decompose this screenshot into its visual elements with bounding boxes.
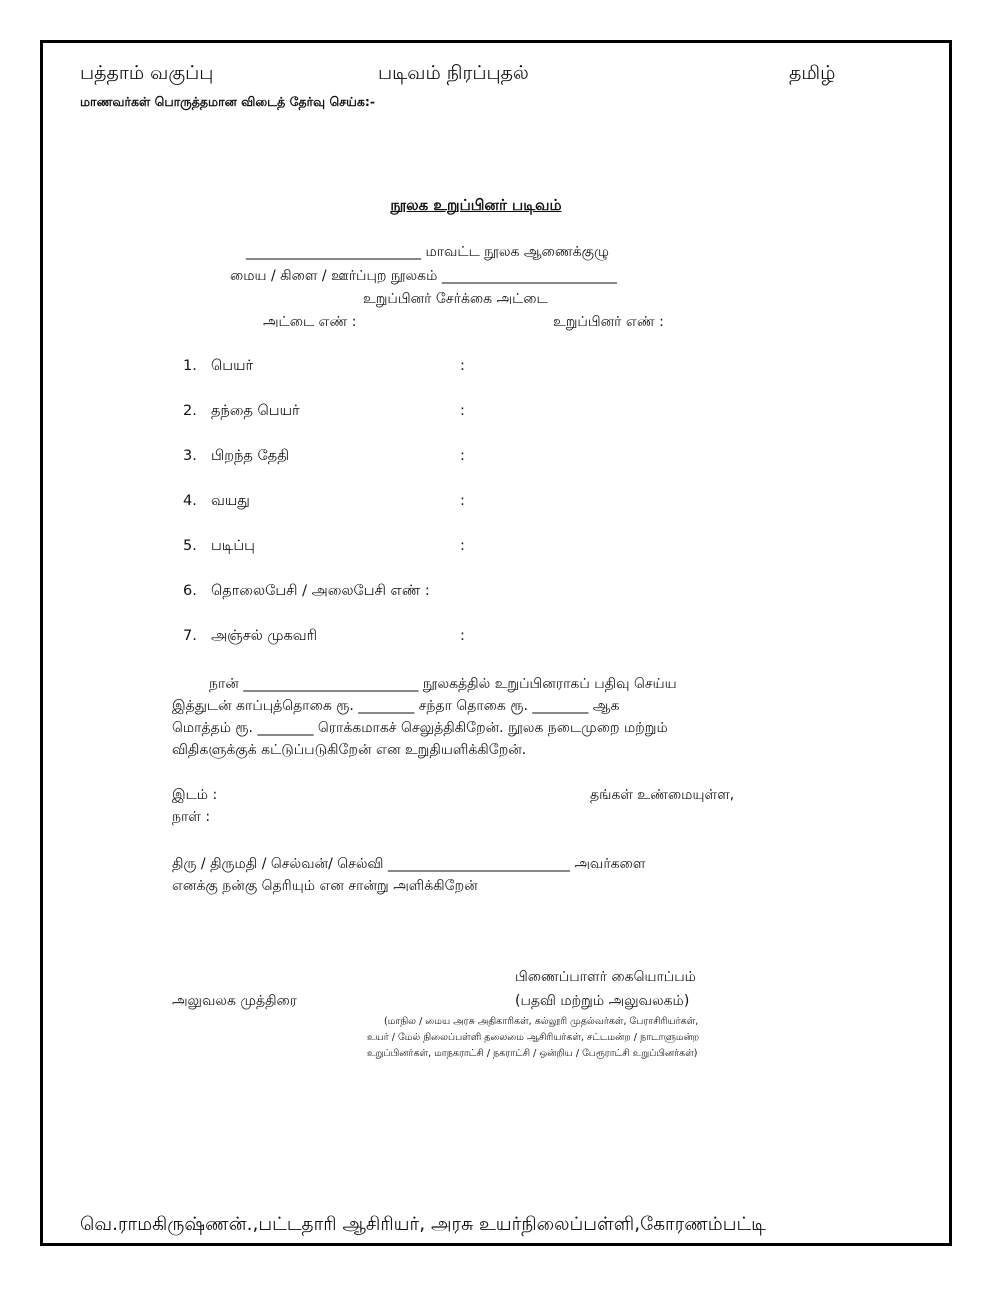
field-number: 7. [183,628,197,644]
declaration-line: மொத்தம் ரூ. ________ ரொக்கமாகச் செலுத்திகிறேன். நூலக நடைமுறை மற்றும் [172,720,668,736]
field-colon: : [460,628,465,644]
library-line: மைய / கிளை / ஊர்ப்புற நூலகம் _________________________ [230,268,617,284]
eligible-note-line: உயர் / மேல் நிலைப்பள்ளி தலைமை ஆசிரியர்கள், சட்டமன்ற / நாடாளுமன்ற [367,1032,700,1043]
field-colon: : [460,448,465,464]
field-number: 5. [183,538,197,554]
field-education [183,538,255,556]
field-label: பிறந்த தேதி [211,448,290,464]
author-footer: வெ.ராமகிருஷ்ணன்.,பட்டதாரி ஆசிரியர், அரசு உயர்நிலைப்பள்ளி,கோரணம்பட்டி [80,1214,766,1235]
field-birth-date [183,448,289,466]
worksheet-border [40,40,952,1246]
office-seal-label: அலுவலக முத்திரை [172,993,298,1009]
field-colon: : [460,403,465,419]
field-number: 4. [183,493,197,509]
field-label: படிப்பு [211,538,255,554]
declaration-line: நான் _________________________ நூலகத்தில் உறுப்பினராகப் பதிவு செய்ய [209,676,677,692]
field-label: அஞ்சல் முகவரி [211,628,318,644]
member-number-label: உறுப்பினர் எண் : [553,314,664,330]
district-line: _________________________ மாவட்ட நூலக ஆணைக்குழு [246,244,609,260]
instruction-text: மாணவர்கள் பொருத்தமான விடைத் தேர்வு செய்க:- [80,94,376,109]
attestation-line: எனக்கு நன்கு தெரியும் என சான்று அளிக்கிறேன் [172,878,478,894]
field-label: வயது [211,493,250,509]
field-colon: : [460,493,465,509]
field-number: 3. [183,448,197,464]
field-label: தொலைபேசி / அலைபேசி எண் : [211,583,430,599]
field-phone [183,583,430,601]
field-number: 1. [183,358,197,374]
worksheet-type: படிவம் நிரப்புதல் [378,62,529,84]
place-label: இடம் : [172,787,218,803]
field-father-name [183,403,300,421]
eligible-note-line: உறுப்பினர்கள், மாநகராட்சி / நகராட்சி / ஒன்றிய / பேரூராட்சி உறுப்பினர்கள்) [367,1048,698,1059]
field-number: 6. [183,583,197,599]
field-age [183,493,250,511]
field-colon: : [460,358,465,374]
field-name [183,358,253,376]
yours-faithfully: தங்கள் உண்மையுள்ள, [590,787,735,803]
date-label: நாள் : [172,809,211,825]
card-number-label: அட்டை எண் : [263,314,357,330]
class-label: பத்தாம் வகுப்பு [80,62,214,84]
declaration-line: விதிகளுக்குக் கட்டுப்படுகிறேன் என உறுதியளிக்கிறேன். [172,742,527,758]
card-heading: உறுப்பினர் சேர்க்கை அட்டை [363,291,548,307]
form-title: நூலக உறுப்பினர் படிவம் [390,196,562,214]
designation-label: (பதவி மற்றும் அலுவலகம்) [515,993,690,1009]
field-number: 2. [183,403,197,419]
field-colon: : [460,538,465,554]
declaration-line: இத்துடன் காப்புத்தொகை ரூ. ________ சந்தா தொகை ரூ. ________ ஆக [172,698,620,714]
eligible-note-line: (மாநில / மைய அரசு அதிகாரிகள், கல்லூரி முதல்வர்கள், பேராசிரியர்கள், [384,1016,699,1027]
field-address [183,628,317,646]
subject-label: தமிழ் [789,62,836,84]
field-label: பெயர் [211,358,254,374]
field-label: தந்தை பெயர் [211,403,300,419]
attestation-line: திரு / திருமதி / செல்வன்/ செல்வி __________________________ அவர்களை [172,856,646,872]
guarantor-signature-label: பிணைப்பாளர் கையொப்பம் [515,969,696,985]
